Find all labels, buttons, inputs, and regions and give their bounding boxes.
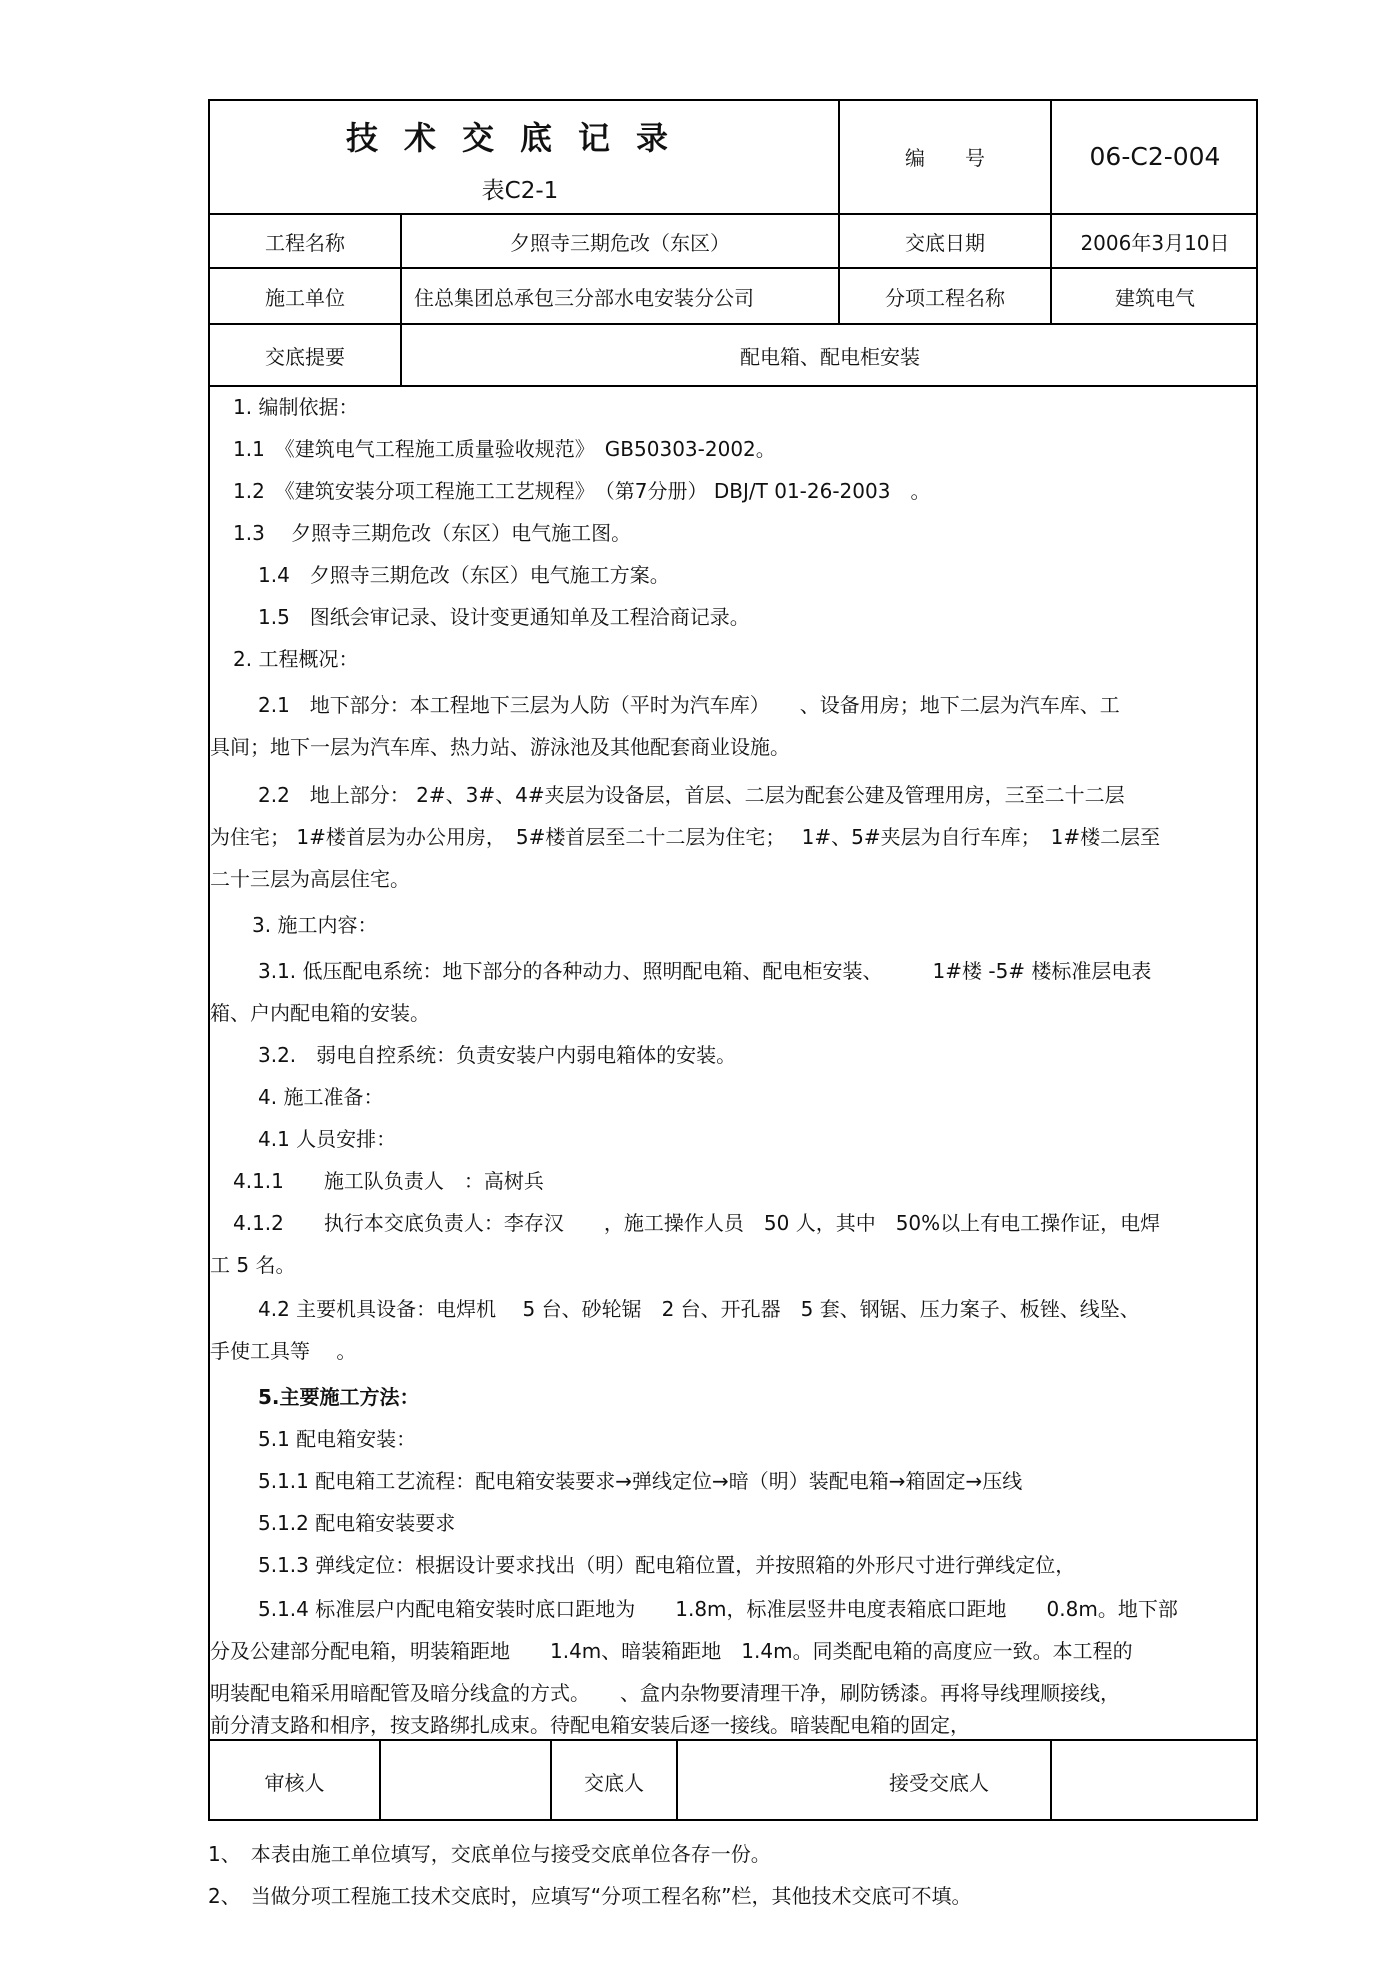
rule-row3 [208, 385, 1258, 387]
content-line: 3.1. 低压配电系统：地下部分的各种动力、照明配电箱、配电柜安装、 1#楼 -5# 楼标准层电表 [258, 959, 1152, 983]
content-line: 2.2 地上部分： 2#、3#、4#夹层为设备层，首层、二层为配套公建及管理用房，三至二十二层 [258, 783, 1125, 807]
construction-unit: 住总集团总承包三分部水电安装分公司 [414, 285, 754, 310]
content-line: 1. 编制依据： [233, 395, 359, 419]
content-line: 5.1.1 配电箱工艺流程：配电箱安装要求→弹线定位→暗（明）装配电箱→箱固定→压线 [258, 1469, 1023, 1493]
content-line: 4.1.2 执行本交底负责人：李存汉 ，施工操作人员 50 人，其中 50%以上有电工操作证，电焊 [233, 1211, 1161, 1235]
disclosure-date: 2006年3月10日 [1080, 230, 1230, 255]
content-line: 4. 施工准备： [258, 1085, 384, 1109]
content-line: 1.2 《建筑安装分项工程施工工艺规程》 （第7分册） DBJ/T 01-26-2003 。 [233, 479, 931, 503]
content-line: 2. 工程概况： [233, 647, 359, 671]
reviewer-signature [381, 1741, 550, 1821]
receiver-label: 接受交底人 [889, 1770, 989, 1795]
content-line: 具间；地下一层为汽车库、热力站、游泳池及其他配套商业设施。 [210, 735, 790, 759]
content-line: 二十三层为高层住宅。 [210, 867, 410, 891]
content-line: 5.1.2 配电箱安装要求 [258, 1511, 456, 1535]
content-line: 1.1 《建筑电气工程施工质量验收规范》 GB50303-2002。 [233, 437, 776, 461]
unit-label: 施工单位 [265, 285, 345, 310]
content-line: 2.1 地下部分：本工程地下三层为人防（平时为汽车库） 、设备用房；地下二层为汽车库、工 [258, 693, 1120, 717]
content-line: 4.1 人员安排： [258, 1127, 397, 1151]
content-line: 1.3 夕照寺三期危改（东区）电气施工图。 [233, 521, 632, 545]
discloser-signature [678, 1741, 828, 1821]
content-line: 箱、户内配电箱的安装。 [210, 1001, 430, 1025]
form-number: 表C2-1 [481, 177, 559, 204]
content-line: 前分清支路和相序，按支路绑扎成束。待配电箱安装后逐一接线。暗装配电箱的固定， [210, 1713, 970, 1737]
content-line: 5.1.4 标准层户内配电箱安装时底口距地为 1.8m，标准层竖井电度表箱底口距地 0.8m。地下部 [258, 1597, 1178, 1621]
number-label: 编 号 [905, 145, 985, 170]
subproject-label: 分项工程名称 [885, 285, 1005, 310]
content-line: 3. 施工内容： [252, 913, 378, 937]
content-line: 4.1.1 施工队负责人 ：高树兵 [233, 1169, 544, 1193]
content-line: 分及公建部分配电箱，明装箱距地 1.4m、暗装箱距地 1.4m。同类配电箱的高度应一致。本工程的 [210, 1639, 1133, 1663]
content-line: 5.1.3 弹线定位：根据设计要求找出（明）配电箱位置，并按照箱的外形尺寸进行弹线定位， [258, 1553, 1076, 1577]
content-line: 5.1 配电箱安装： [258, 1427, 417, 1451]
note-line: 2、 当做分项工程施工技术交底时，应填写“分项工程名称”栏，其他技术交底可不填。 [208, 1884, 972, 1908]
note-line: 1、 本表由施工单位填写，交底单位与接受交底单位各存一份。 [208, 1842, 771, 1866]
project-name: 夕照寺三期危改（东区） [510, 230, 730, 255]
content-line: 为住宅； 1#楼首层为办公用房， 5#楼首层至二十二层为住宅； 1#、5#夹层为自行车库； 1#楼二层至 [210, 825, 1161, 849]
reviewer-label: 审核人 [264, 1770, 325, 1795]
content-line: 手使工具等 。 [210, 1339, 357, 1363]
discloser-label: 交底人 [584, 1770, 644, 1795]
project-name-label: 工程名称 [265, 230, 345, 255]
content-line: 工 5 名。 [210, 1253, 296, 1277]
content-line: 1.4 夕照寺三期危改（东区）电气施工方案。 [258, 563, 670, 587]
subproject-name: 建筑电气 [1115, 285, 1195, 310]
date-label: 交底日期 [905, 230, 985, 255]
number-value: 06-C2-004 [1089, 141, 1221, 171]
content-line: 1.5 图纸会审记录、设计变更通知单及工程洽商记录。 [258, 605, 750, 629]
content-line: 5.主要施工方法： [258, 1385, 420, 1409]
content-line: 3.2. 弱电自控系统：负责安装户内弱电箱体的安装。 [258, 1043, 737, 1067]
form-title: 技术交底记录 [345, 119, 694, 157]
content-line: 明装配电箱采用暗配管及暗分线盒的方式。 、盒内杂物要清理干净，刷防锈漆。再将导线理顺接线， [210, 1681, 1120, 1705]
receiver-signature [1052, 1741, 1258, 1821]
summary-label: 交底提要 [265, 344, 345, 369]
content-line: 4.2 主要机具设备：电焊机 5 台、砂轮锯 2 台、开孔器 5 套、钢锯、压力案子、板锉、线坠、 [258, 1297, 1140, 1321]
summary-text: 配电箱、配电柜安装 [740, 344, 920, 369]
